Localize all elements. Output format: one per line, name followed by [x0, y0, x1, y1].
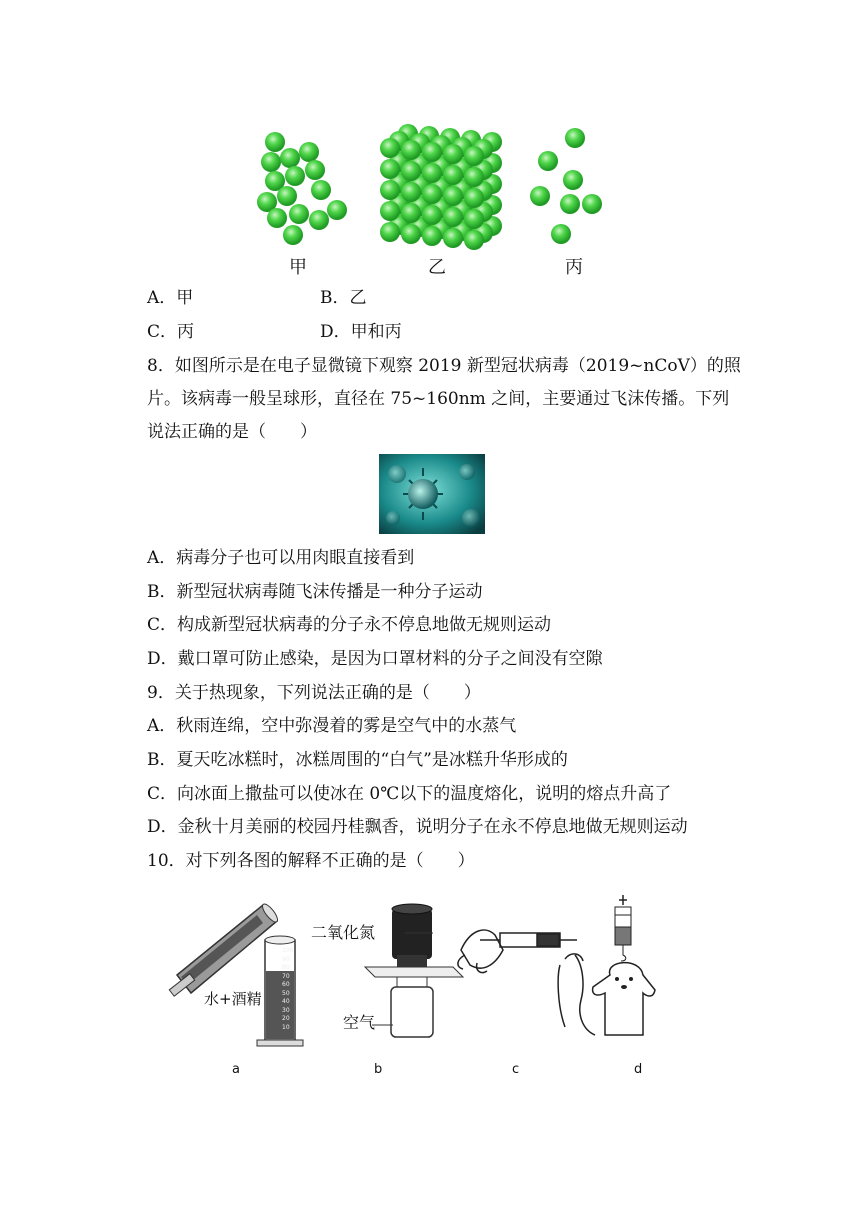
particle-figure: [245, 118, 625, 278]
scale-tick: 100: [282, 947, 294, 954]
q9-stem: 9．关于热现象，下列说法正确的是（ ）: [147, 683, 481, 703]
lattice-particle: [401, 140, 421, 160]
lattice-particle: [380, 180, 400, 200]
syringe-hands: [458, 930, 595, 1035]
lattice-particle: [443, 144, 463, 164]
q10-figure: [165, 895, 675, 1090]
lattice-particle: [464, 230, 484, 250]
scale-tick: 70: [282, 972, 290, 980]
scale-tick: 80: [282, 964, 290, 971]
q9-option-c[interactable]: C．向冰面上撒盐可以使冰在 0℃以下的温度熔化，说明的熔点升高了: [147, 784, 672, 804]
lattice-particle: [401, 203, 421, 223]
lattice-particle: [401, 182, 421, 202]
q9-option-d[interactable]: D．金秋十月美丽的校园丹桂飘香，说明分子在永不停息地做无规则运动: [147, 817, 688, 837]
lattice-particle: [464, 167, 484, 187]
q8-stem-line-3: 说法正确的是（ ）: [147, 422, 317, 442]
label-nitrogen-dioxide: 二氧化氮: [311, 923, 376, 942]
q7-option-b[interactable]: B．乙: [320, 288, 367, 308]
lattice-particle: [464, 146, 484, 166]
label-air: 空气: [343, 1013, 376, 1032]
q7-option-a[interactable]: A．甲: [147, 288, 194, 308]
q10-diagrams: [165, 895, 675, 1055]
q7-option-d[interactable]: D．甲和丙: [320, 322, 402, 342]
lattice-particle: [422, 184, 442, 204]
scale-tick: 90: [282, 955, 290, 963]
particles-jia: [257, 132, 347, 245]
panel-label-a: a: [232, 1062, 240, 1077]
label-jia: 甲: [289, 257, 307, 278]
particles-yi: [380, 124, 502, 250]
tilted-cylinder: [169, 902, 280, 996]
label-yi: 乙: [428, 257, 446, 278]
lattice-particle: [380, 138, 400, 158]
scale-tick: 50: [282, 989, 290, 997]
particles-bing: [530, 128, 602, 244]
panel-label-c: c: [512, 1062, 520, 1077]
lattice-particle: [422, 226, 442, 246]
panel-label-d: d: [634, 1062, 643, 1077]
q8-option-d[interactable]: D．戴口罩可防止感染，是因为口罩材料的分子之间没有空隙: [147, 649, 603, 669]
upright-cylinder: [257, 936, 303, 1046]
scale-tick: 60: [282, 981, 290, 988]
label-water-alcohol: 水+酒精: [204, 990, 262, 1008]
dog-with-weight: [593, 895, 655, 1035]
scale-tick: 30: [282, 1006, 290, 1014]
q7-option-c[interactable]: C．丙: [147, 322, 195, 342]
lattice-particle: [422, 163, 442, 183]
cylinder-scale: [282, 947, 296, 1037]
virus-image: [379, 454, 485, 534]
lattice-particle: [422, 205, 442, 225]
gas-jars: [365, 904, 463, 1037]
q8-stem-line-2: 片。该病毒一般呈球形，直径在 75~160nm 之间，主要通过飞沫传播。下列: [147, 389, 730, 409]
q8-option-c[interactable]: C．构成新型冠状病毒的分子永不停息地做无规则运动: [147, 615, 552, 635]
lattice-particle: [464, 209, 484, 229]
lattice-particle: [401, 224, 421, 244]
q8-stem-line-1: 8．如图所示是在电子显微镜下观察 2019 新型冠状病毒（2019~nCoV）的照: [147, 356, 741, 376]
scale-tick: 10: [282, 1023, 290, 1031]
scale-tick: 20: [282, 1015, 290, 1022]
lattice-particle: [443, 228, 463, 248]
lattice-particle: [380, 222, 400, 242]
lattice-particle: [380, 159, 400, 179]
lattice-particle: [401, 161, 421, 181]
lattice-particle: [380, 201, 400, 221]
q10-stem: 10．对下列各图的解释不正确的是（ ）: [147, 851, 475, 871]
lattice-particle: [464, 188, 484, 208]
q8-option-a[interactable]: A．病毒分子也可以用肉眼直接看到: [147, 548, 415, 568]
lattice-particle: [443, 186, 463, 206]
lattice-particle: [443, 165, 463, 185]
scale-tick: 40: [282, 998, 290, 1005]
lattice-particle: [443, 207, 463, 227]
q8-option-b[interactable]: B．新型冠状病毒随飞沫传播是一种分子运动: [147, 582, 483, 602]
lattice-particle: [422, 142, 442, 162]
q9-option-a[interactable]: A．秋雨连绵，空中弥漫着的雾是空气中的水蒸气: [147, 716, 517, 736]
q9-option-b[interactable]: B．夏天吃冰糕时，冰糕周围的“白气”是冰糕升华形成的: [147, 750, 568, 770]
panel-label-b: b: [374, 1062, 383, 1077]
label-bing: 丙: [565, 257, 583, 278]
